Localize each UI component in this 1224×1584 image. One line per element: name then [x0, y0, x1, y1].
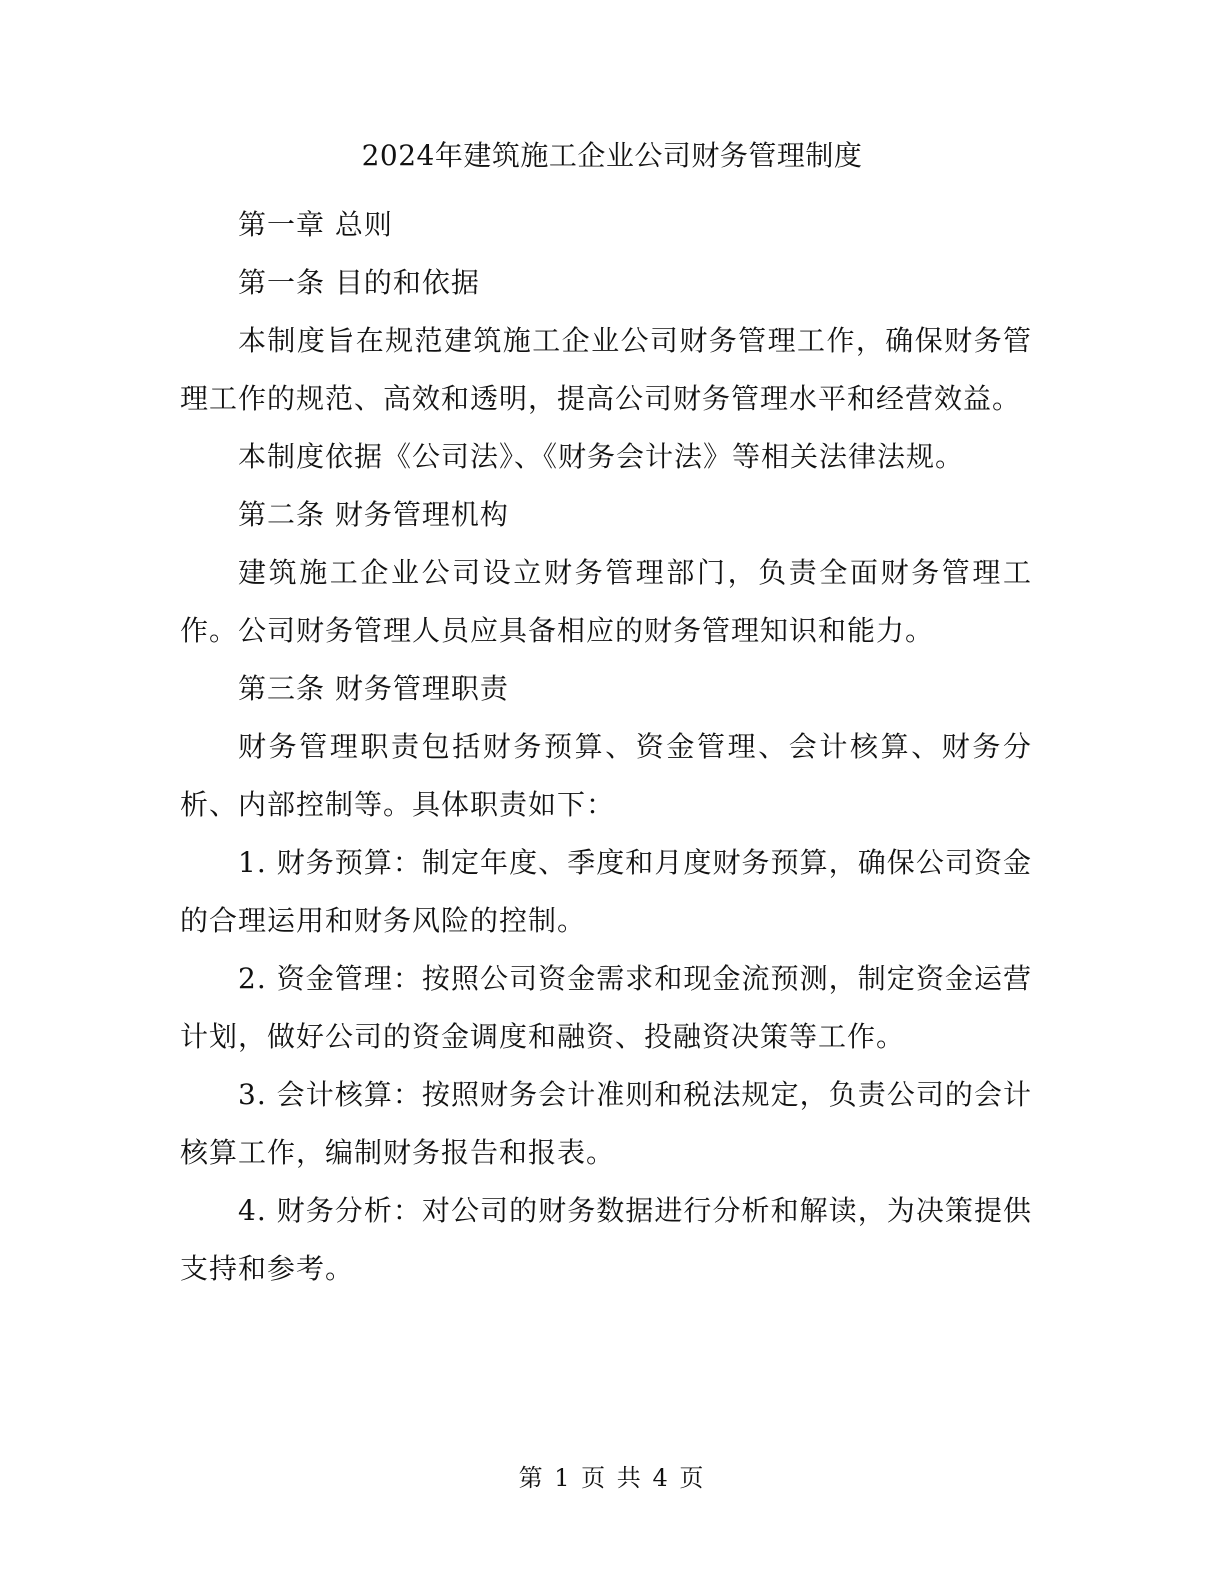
- list-item: 1. 财务预算：制定年度、季度和月度财务预算，确保公司资金的合理运用和财务风险的控制。: [180, 846, 1032, 937]
- article-heading: 第二条 财务管理机构: [238, 498, 509, 531]
- list-item: 3. 会计核算：按照财务会计准则和税法规定，负责公司的会计核算工作，编制财务报告和报表。: [180, 1078, 1032, 1169]
- article-heading: 第三条 财务管理职责: [238, 672, 509, 705]
- page-number-footer: 第 1 页 共 4 页: [518, 1464, 706, 1492]
- body-paragraph: 本制度旨在规范建筑施工企业公司财务管理工作，确保财务管理工作的规范、高效和透明，提高公司财务管理水平和经营效益。: [180, 324, 1032, 415]
- document-body: [180, 196, 1032, 1298]
- document-title: 2024年建筑施工企业公司财务管理制度: [361, 139, 863, 172]
- body-paragraph: 建筑施工企业公司设立财务管理部门，负责全面财务管理工作。公司财务管理人员应具备相应的财务管理知识和能力。: [180, 556, 1032, 647]
- article-heading: 第一条 目的和依据: [238, 266, 480, 299]
- body-paragraph: 本制度依据《公司法》、《财务会计法》等相关法律法规。: [238, 440, 965, 473]
- list-item: 4. 财务分析：对公司的财务数据进行分析和解读，为决策提供支持和参考。: [180, 1194, 1032, 1285]
- list-item: 2. 资金管理：按照公司资金需求和现金流预测，制定资金运营计划，做好公司的资金调度和融资、投融资决策等工作。: [180, 962, 1032, 1053]
- chapter-heading: 第一章 总则: [238, 208, 393, 241]
- body-paragraph: 财务管理职责包括财务预算、资金管理、会计核算、财务分析、内部控制等。具体职责如下：: [180, 730, 1032, 821]
